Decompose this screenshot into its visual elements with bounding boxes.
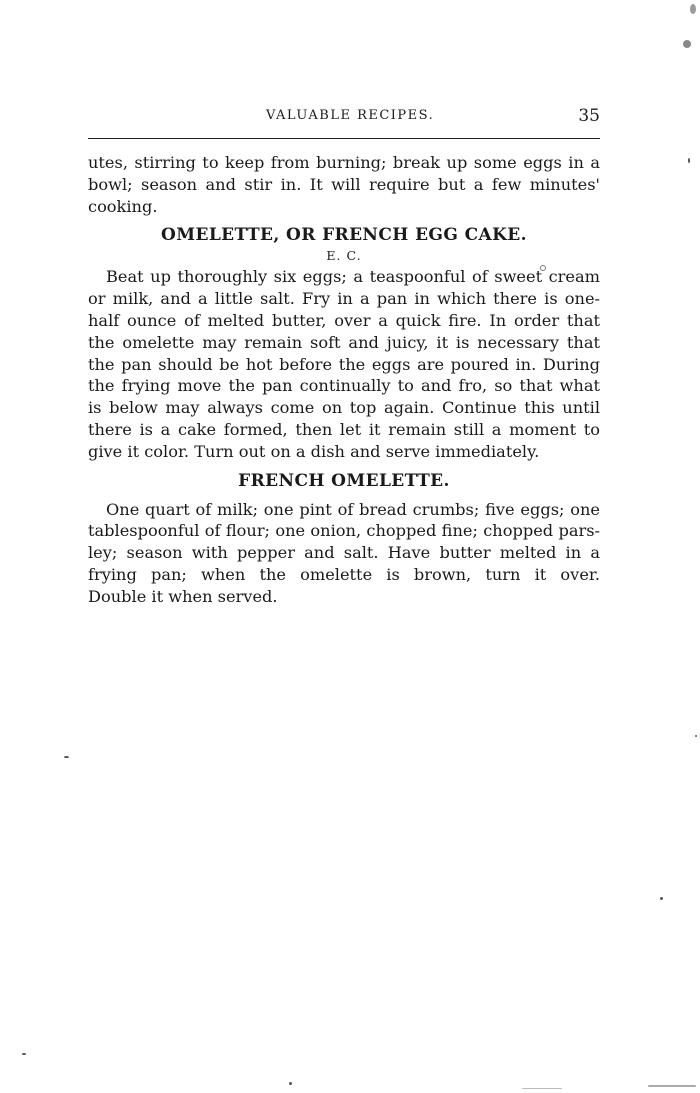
text-line: bowl; season and stir in. It will require but a few minutes' bbox=[88, 174, 600, 194]
text-line: cooking. bbox=[88, 196, 158, 216]
text-line: frying pan; when the omelette is brown, turn it over. bbox=[88, 564, 600, 584]
running-title: VALUABLE RECIPES. bbox=[266, 108, 435, 123]
text-line: the frying move the pan continually to and fro, so that what bbox=[88, 376, 600, 396]
text-line: the pan should be hot before the eggs are poured in. During bbox=[88, 354, 600, 374]
text-line: half ounce of melted butter, over a quick fire. In order that bbox=[88, 310, 600, 330]
recipe-title-french-omelette: FRENCH OMELETTE. bbox=[238, 470, 450, 491]
scan-speck bbox=[695, 735, 697, 737]
text-line: ley; season with pepper and salt. Have butter melted in a bbox=[88, 543, 600, 563]
continuation-paragraph bbox=[88, 152, 600, 217]
scan-speck bbox=[690, 4, 696, 14]
scan-speck bbox=[683, 40, 691, 48]
page-number: 35 bbox=[578, 106, 600, 126]
scan-speck bbox=[64, 756, 69, 758]
scan-speck bbox=[688, 158, 690, 163]
header-rule bbox=[88, 138, 600, 139]
scan-speck bbox=[522, 1088, 562, 1089]
recipe-body-french-omelette bbox=[88, 499, 600, 608]
text-line: there is a cake formed, then let it remain still a moment to bbox=[88, 419, 600, 439]
recipe-body-omelette bbox=[88, 266, 600, 462]
scan-speck bbox=[289, 1082, 292, 1085]
text-line: or milk, and a little salt. Fry in a pan in which there is one- bbox=[88, 289, 600, 309]
page-body bbox=[88, 152, 600, 608]
scan-speck bbox=[540, 265, 546, 271]
text-line: utes, stirring to keep from burning; break up some eggs in a bbox=[88, 153, 600, 172]
scan-speck bbox=[660, 897, 663, 900]
text-line: Double it when served. bbox=[88, 586, 278, 606]
running-head bbox=[88, 108, 600, 130]
text-line: give it color. Turn out on a dish and serve immediately. bbox=[88, 441, 540, 461]
scan-speck bbox=[648, 1085, 696, 1087]
text-line: the omelette may remain soft and juicy, it is necessary that bbox=[88, 332, 600, 352]
text-line: is below may always come on top again. Continue this until bbox=[88, 398, 600, 418]
text-line: Beat up thoroughly six eggs; a teaspoonful of sweet cream bbox=[106, 267, 600, 287]
text-line: tablespoonful of flour; one onion, chopped fine; chopped pars- bbox=[88, 521, 600, 541]
scan-speck bbox=[22, 1053, 26, 1055]
recipe-author: E. C. bbox=[326, 248, 362, 264]
text-line: One quart of milk; one pint of bread crumbs; five eggs; one bbox=[106, 499, 600, 519]
recipe-title-omelette: OMELETTE, OR FRENCH EGG CAKE. bbox=[161, 225, 527, 246]
